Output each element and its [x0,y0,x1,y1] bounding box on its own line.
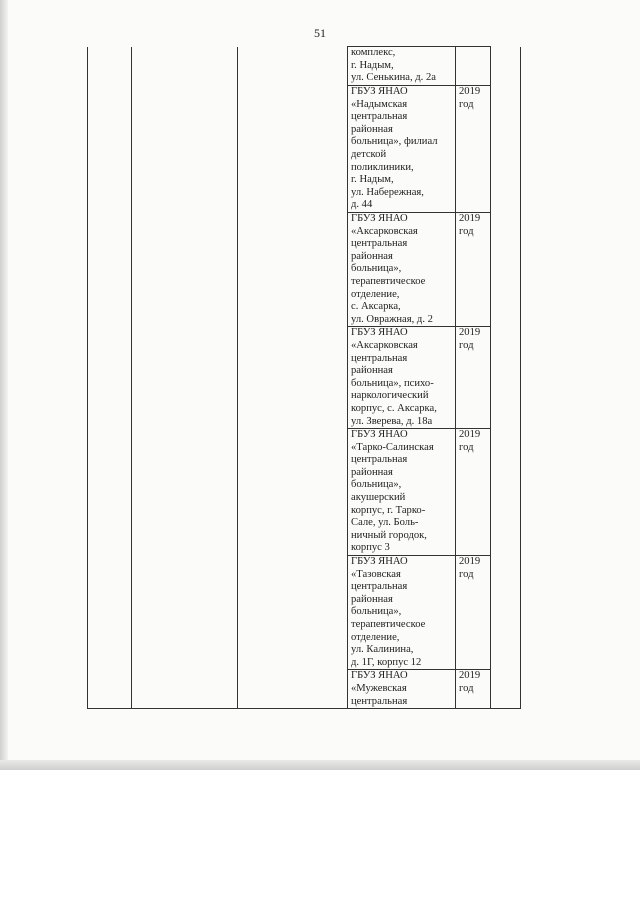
year-cell: 2019 год [456,327,491,429]
table-cell-col6 [491,47,521,709]
facility-address-cell: ГБУЗ ЯНАО «Мужевская центральная [348,670,456,709]
facility-address-cell: ГБУЗ ЯНАО «Тазовская центральная районная больница», терапевтическое отделение, ул. Калинина, д. 1Г, корпус 12 [348,556,456,670]
year-cell: 2019 год [456,670,491,709]
year-cell: 2019 год [456,429,491,556]
facility-address-cell: ГБУЗ ЯНАО «Аксарковская центральная районная больница», терапевтическое отделение, с. Аксарка, ул. Овражная, д. 2 [348,213,456,327]
table-cell-col3 [238,47,348,709]
year-cell: 2019 год [456,556,491,670]
facility-address-cell: комплекс, г. Надым, ул. Сенькина, д. 2а [348,47,456,86]
scan-edge-bottom [0,760,640,770]
year-cell: 2019 год [456,213,491,327]
page-number: 51 [314,26,326,40]
year-cell [456,47,491,86]
facility-address-cell: ГБУЗ ЯНАО «Тарко-Салинская центральная районная больница», акушерский корпус, г. Тарко- Сале, ул. Боль- ничный городок, корпус 3 [348,429,456,556]
table-cell-col2 [132,47,238,709]
facility-address-cell: ГБУЗ ЯНАО «Надымская центральная районная больница», филиал детской поликлиники, г. Надым, ул. Набережная, д. 44 [348,86,456,213]
year-cell: 2019 год [456,86,491,213]
table-cell-col1 [88,47,132,709]
table-row [88,47,521,86]
scan-edge-left [0,0,8,768]
facilities-table [87,46,521,709]
facility-address-cell: ГБУЗ ЯНАО «Аксарковская центральная районная больница», психо- наркологический корпус, с. Аксарка, ул. Зверева, д. 18а [348,327,456,429]
